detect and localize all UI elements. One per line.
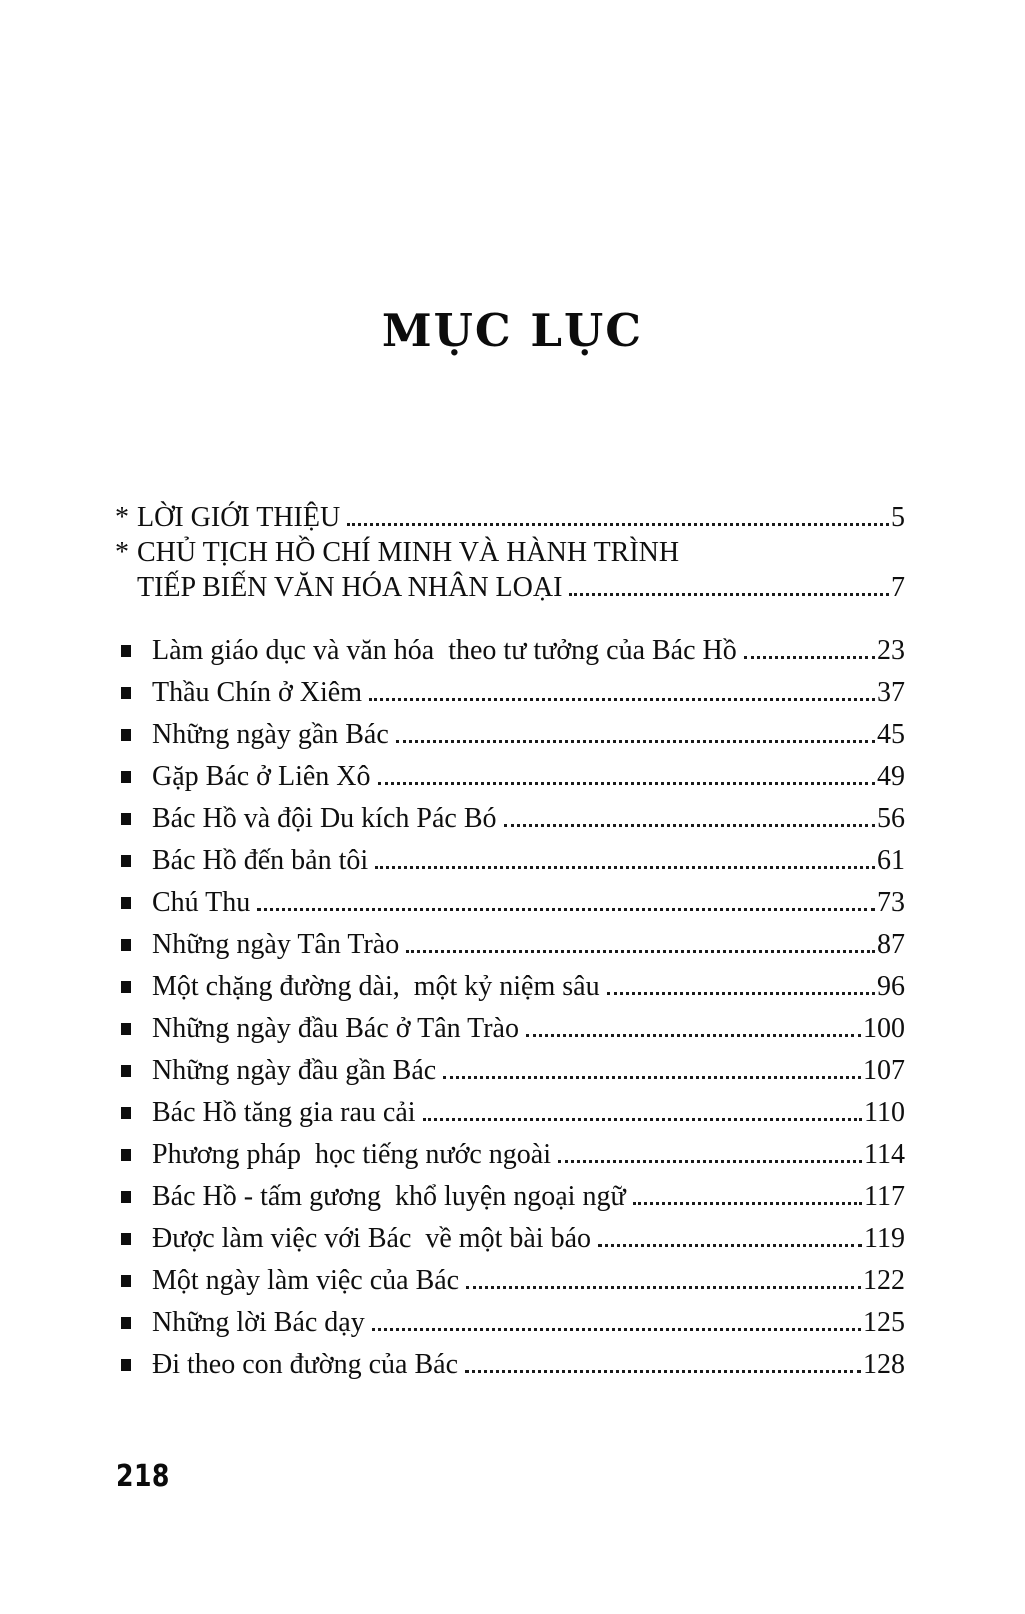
toc-entry-page-number: 107 (863, 1055, 905, 1086)
toc-entry-row (115, 672, 905, 714)
dot-leader (372, 1328, 861, 1331)
toc-entry-title: Bác Hồ đến bản tôi (152, 845, 369, 876)
square-bullet-icon (121, 771, 131, 783)
toc-entry-title: Bác Hồ và đội Du kích Pác Bó (152, 803, 497, 834)
toc-entry-title: Phương pháp học tiếng nước ngoài (152, 1139, 552, 1170)
toc-entry-row (115, 1050, 905, 1092)
dot-leader (465, 1370, 861, 1373)
dot-leader (443, 1076, 861, 1079)
toc-entry-page-number: 119 (864, 1223, 905, 1254)
dot-leader (406, 950, 875, 953)
toc-entry-page-number: 49 (877, 761, 905, 792)
dot-leader (257, 908, 875, 911)
toc-entry-row (115, 1092, 905, 1134)
toc-entry-page-number: 100 (863, 1013, 905, 1044)
dot-leader (423, 1118, 862, 1121)
dot-leader (558, 1160, 862, 1163)
toc-entry-row (115, 924, 905, 966)
toc-entry-row (115, 1134, 905, 1176)
toc-entry-title: Một chặng đường dài, một kỷ niệm sâu (152, 971, 600, 1002)
dot-leader (607, 992, 875, 995)
toc-entry-row (115, 882, 905, 924)
toc-entry-page-number: 56 (877, 803, 905, 834)
toc-entry-page-number: 73 (877, 887, 905, 918)
toc-entry-title: Bác Hồ - tấm gương khổ luyện ngoại ngữ (152, 1181, 626, 1212)
dot-leader (526, 1034, 861, 1037)
dot-leader (378, 782, 875, 785)
square-bullet-icon (121, 1149, 131, 1161)
toc-entry-title: Những ngày Tân Trào (152, 929, 400, 960)
front-matter-row (115, 570, 905, 605)
square-bullet-icon (121, 981, 131, 993)
toc-entry-title: Thầu Chín ở Xiêm (152, 677, 362, 708)
toc-entry-page-number: 7 (891, 572, 905, 603)
toc-entry-row (115, 1176, 905, 1218)
square-bullet-icon (121, 1317, 131, 1329)
toc-entry-page-number: 37 (877, 677, 905, 708)
toc-entry-page-number: 87 (877, 929, 905, 960)
front-matter-row (115, 500, 905, 535)
dot-leader (347, 523, 889, 526)
front-matter-section (115, 500, 905, 605)
toc-entry-page-number: 117 (864, 1181, 905, 1212)
toc-entry-title: Những ngày đầu gần Bác (152, 1055, 437, 1086)
toc-entry-row (115, 1260, 905, 1302)
square-bullet-icon (121, 645, 131, 657)
dot-leader (369, 698, 875, 701)
toc-entry-title: Đi theo con đường của Bác (152, 1349, 459, 1380)
square-bullet-icon (121, 1359, 131, 1371)
toc-entry-page-number: 114 (864, 1139, 905, 1170)
toc-entry-page-number: 122 (863, 1265, 905, 1296)
square-bullet-icon (121, 1233, 131, 1245)
toc-entry-row (115, 1218, 905, 1260)
toc-entry-row (115, 966, 905, 1008)
dot-leader (633, 1202, 862, 1205)
table-of-contents (115, 500, 905, 1386)
dot-leader (598, 1244, 862, 1247)
square-bullet-icon (121, 1107, 131, 1119)
square-bullet-icon (121, 1023, 131, 1035)
toc-entry-page-number: 110 (864, 1097, 905, 1128)
toc-entry-row (115, 714, 905, 756)
toc-entry-title: Làm giáo dục và văn hóa theo tư tưởng của Bác Hồ (152, 635, 737, 666)
toc-entry-title: Một ngày làm việc của Bác (152, 1265, 460, 1296)
toc-entry-title: Chú Thu (152, 887, 251, 918)
toc-entry-page-number: 5 (891, 502, 905, 533)
entries-section (115, 630, 905, 1386)
toc-entry-page-number: 23 (877, 635, 905, 666)
square-bullet-icon (121, 729, 131, 741)
square-bullet-icon (121, 1065, 131, 1077)
square-bullet-icon (121, 1191, 131, 1203)
toc-entry-row (115, 756, 905, 798)
toc-entry-page-number: 128 (863, 1349, 905, 1380)
toc-entry-title: Gặp Bác ở Liên Xô (152, 761, 371, 792)
asterisk-marker: * (115, 502, 129, 533)
toc-entry-row (115, 1008, 905, 1050)
square-bullet-icon (121, 687, 131, 699)
toc-entry-title: Những ngày gần Bác (152, 719, 389, 750)
toc-entry-title: CHỦ TỊCH HỒ CHÍ MINH VÀ HÀNH TRÌNH (137, 537, 680, 568)
toc-entry-row (115, 840, 905, 882)
page-title: MỤC LỤC (381, 304, 644, 357)
dot-leader (375, 866, 875, 869)
toc-entry-row (115, 798, 905, 840)
toc-entry-title: Những lời Bác dạy (152, 1307, 365, 1338)
square-bullet-icon (121, 813, 131, 825)
asterisk-marker: * (115, 537, 129, 568)
dot-leader (744, 656, 875, 659)
toc-entry-title: Bác Hồ tăng gia rau cải (152, 1097, 416, 1128)
toc-entry-page-number: 61 (877, 845, 905, 876)
square-bullet-icon (121, 855, 131, 867)
toc-entry-row (115, 1302, 905, 1344)
dot-leader (466, 1286, 861, 1289)
square-bullet-icon (121, 1275, 131, 1287)
toc-entry-row (115, 1344, 905, 1386)
dot-leader (504, 824, 876, 827)
toc-entry-title: Những ngày đầu Bác ở Tân Trào (152, 1013, 519, 1044)
dot-leader (396, 740, 875, 743)
square-bullet-icon (121, 939, 131, 951)
toc-entry-row (115, 630, 905, 672)
front-matter-row (115, 535, 905, 570)
dot-leader (569, 593, 889, 596)
toc-entry-title: TIẾP BIẾN VĂN HÓA NHÂN LOẠI (137, 572, 563, 603)
toc-entry-title: Được làm việc với Bác về một bài báo (152, 1223, 591, 1254)
toc-entry-page-number: 125 (863, 1307, 905, 1338)
toc-entry-page-number: 96 (877, 971, 905, 1002)
toc-entry-title: LỜI GIỚI THIỆU (137, 502, 341, 533)
footer-page-number: 218 (116, 1459, 170, 1494)
toc-entry-page-number: 45 (877, 719, 905, 750)
square-bullet-icon (121, 897, 131, 909)
